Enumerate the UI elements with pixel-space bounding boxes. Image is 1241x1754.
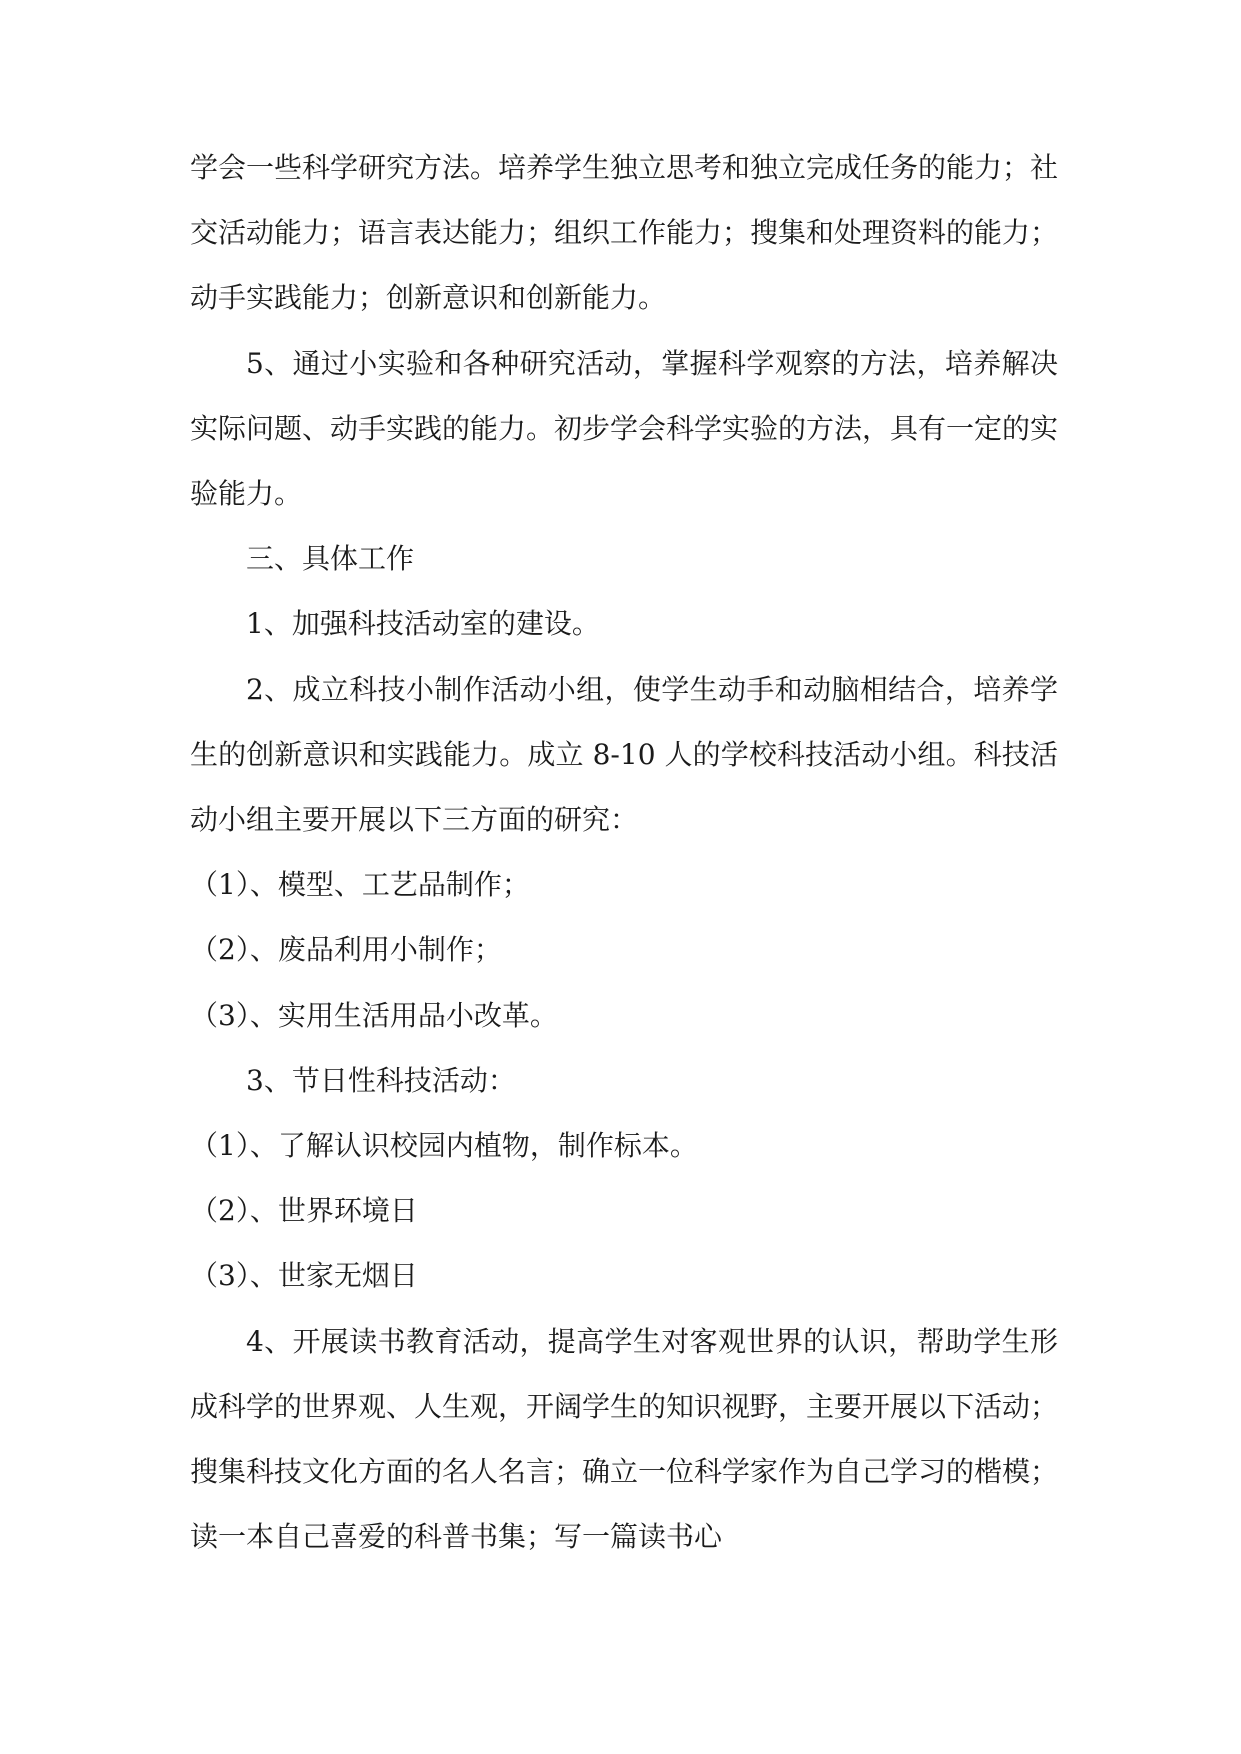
sub-item-3-1: （1）、了解认识校园内植物，制作标本。 (190, 1129, 698, 1163)
sub-item-2-3: （3）、实用生活用品小改革。 (190, 998, 558, 1032)
paragraph-item-2: 2、成立科技小制作活动小组，使学生动手和动脑相结合，培养学生的创新意识和实践能力。成立 8-10 人的学校科技活动小组。科技活动小组主要开展以下三方面的研究： (190, 672, 1058, 837)
paragraph-continuation: 学会一些科学研究方法。培养学生独立思考和独立完成任务的能力；社交活动能力；语言表达能力；组织工作能力；搜集和处理资料的能力；动手实践能力；创新意识和创新能力。 (190, 151, 1059, 315)
paragraph-item-1: 1、加强科技活动室的建设。 (246, 607, 600, 641)
paragraph-item-5: 5、通过小实验和各种研究活动，掌握科学观察的方法，培养解决实际问题、动手实践的能力。初步学会科学实验的方法，具有一定的实验能力。 (190, 346, 1059, 511)
sub-item-2-1: （1）、模型、工艺品制作； (190, 868, 530, 902)
sub-item-2-2: （2）、废品利用小制作； (190, 933, 502, 967)
sub-item-3-3: （3）、世家无烟日 (190, 1259, 418, 1293)
sub-item-3-2: （2）、世界环境日 (190, 1194, 418, 1228)
paragraph-item-3: 3、节日性科技活动： (246, 1063, 516, 1097)
paragraph-item-4: 4、开展读书教育活动，提高学生对客观世界的认识，帮助学生形成科学的世界观、人生观，开阔学生的知识视野，主要开展以下活动；搜集科技文化方面的名人名言；确立一位科学家作为自己学习的楷模；读一本自己喜爱的科普书集；写一篇读书心 (190, 1324, 1059, 1554)
document-body (190, 135, 1058, 1569)
section-heading-3: 三、具体工作 (246, 542, 415, 576)
